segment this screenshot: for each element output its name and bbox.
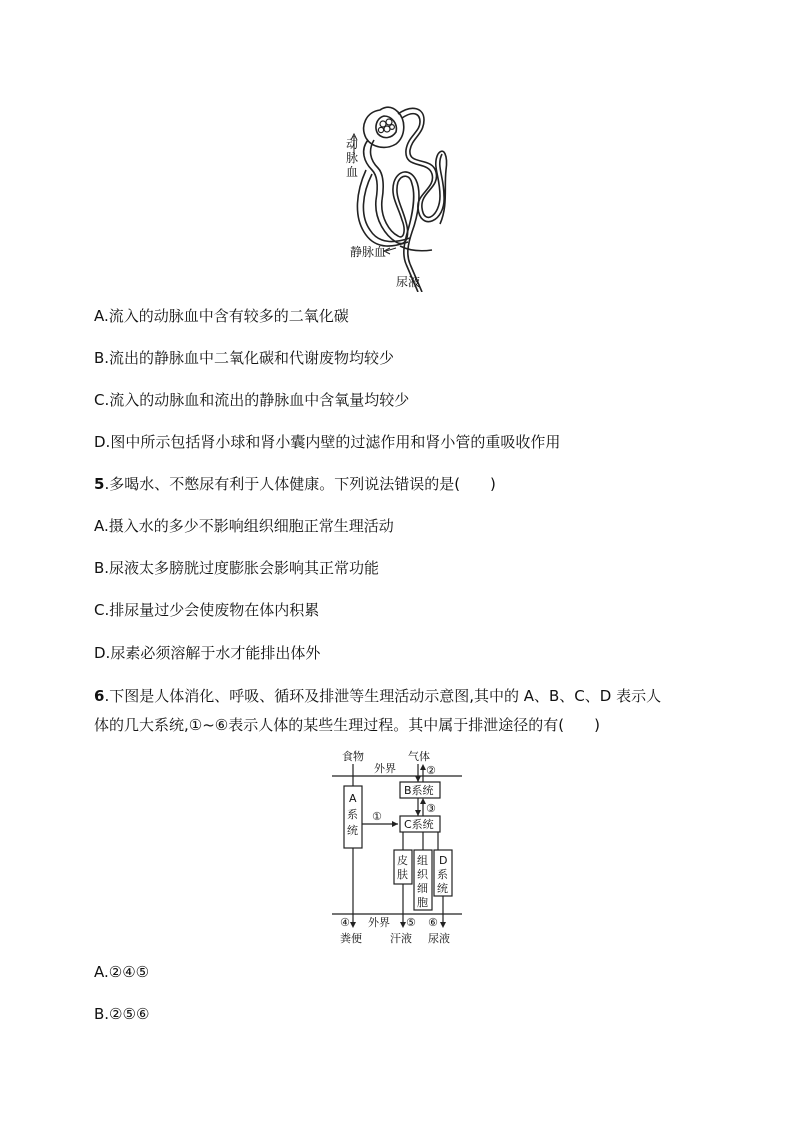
label-skin-2: 肤 [397,868,408,881]
label-sweat: 汗液 [390,932,412,945]
label-skin-1: 皮 [397,854,408,867]
label-tissue-2: 织 [417,868,428,881]
label-food: 食物 [342,750,364,763]
q5-option-d: D.尿素必须溶解于水才能排出体外 [94,644,321,662]
label-outside-bottom: 外界 [368,916,390,929]
vein-vessel [357,170,432,254]
label-d-system-1: D [439,854,448,867]
q5-number: 5 [94,475,105,493]
q5-option-a: A.摄入水的多少不影响组织细胞正常生理活动 [94,517,394,535]
q4-option-c: C.流入的动脉血和流出的静脉血中含氧量均较少 [94,391,410,409]
label-b-system: B系统 [404,784,434,797]
q4-option-b: B.流出的静脉血中二氧化碳和代谢废物均较少 [94,349,395,367]
q5-stem-text: .多喝水、不憋尿有利于人体健康。下列说法错误的是( ) [104,475,496,493]
q4-option-a: A.流入的动脉血中含有较多的二氧化碳 [94,307,349,325]
label-d-system-2: 系 [437,868,448,881]
label-c-system: C系统 [404,818,434,831]
label-vein-blood: 静脉血 [350,245,387,259]
q4-option-d: D.图中所示包括肾小球和肾小囊内壁的过滤作用和肾小管的重吸收作用 [94,433,561,451]
label-a-system-3: 统 [347,824,358,837]
label-num-3: ③ [426,802,436,815]
label-num-6: ⑥ [428,916,438,929]
label-num-2: ② [426,764,436,777]
label-num-1: ① [372,810,382,823]
label-tissue-1: 组 [417,854,428,867]
label-urine-output: 尿液 [428,932,450,945]
label-artery-blood-1: 动 [346,137,359,151]
label-artery-blood-2: 脉 [346,151,359,165]
q6-stem-line2: 体的几大系统,①~⑥表示人体的某些生理过程。其中属于排泄途径的有( ) [94,716,600,734]
label-num-4: ④ [340,916,350,929]
label-tissue-3: 细 [417,882,428,895]
q5-stem [94,474,496,494]
label-a-system-1: A [349,792,357,805]
q6-option-a: A.②④⑤ [94,963,150,981]
q6-stem-text-1: .下图是人体消化、呼吸、循环及排泄等生理活动示意图,其中的 A、B、C、D 表示人 [104,687,662,705]
label-d-system-3: 统 [437,882,448,895]
physiology-flow-diagram [328,748,468,948]
label-num-5: ⑤ [406,916,416,929]
glomerulus-shape [378,119,394,133]
renal-tubule [376,108,447,292]
nephron-figure [336,96,466,292]
label-tissue-4: 胞 [417,896,428,909]
q5-option-b: B.尿液太多膀胱过度膨胀会影响其正常功能 [94,559,380,577]
label-a-system-2: 系 [347,808,358,821]
label-feces: 粪便 [340,932,362,945]
label-artery-blood-3: 血 [346,165,359,179]
q5-option-c: C.排尿量过少会使废物在体内积累 [94,601,320,619]
q6-option-b: B.②⑤⑥ [94,1005,150,1023]
q6-stem-line1 [94,686,661,706]
label-outside-top: 外界 [374,762,396,775]
label-urine: 尿液 [396,275,421,289]
label-gas: 气体 [408,750,430,763]
q6-number: 6 [94,687,105,705]
